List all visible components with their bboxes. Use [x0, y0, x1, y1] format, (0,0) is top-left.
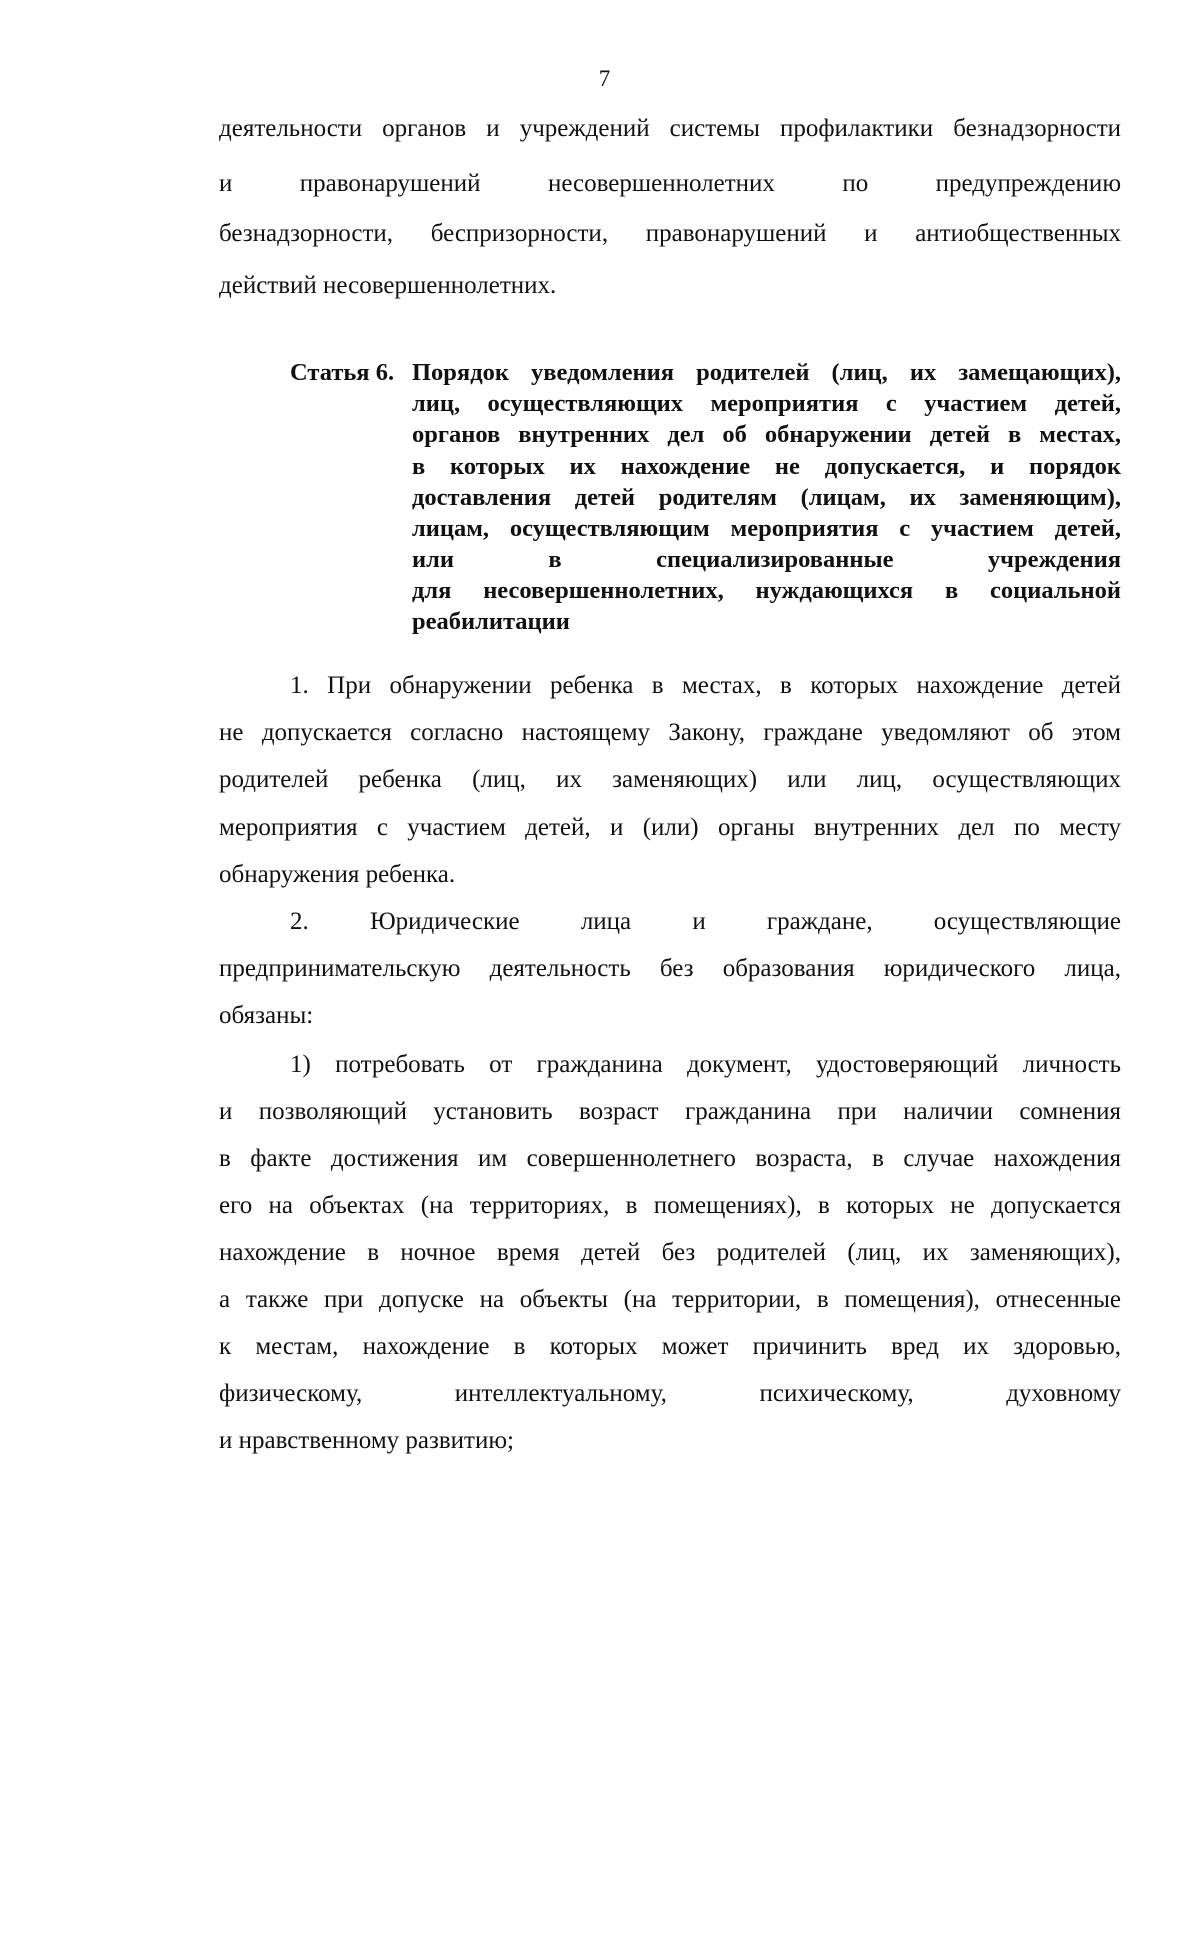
subparagraph-1-line-6: а также при допуске на объекты (на территории, в помещения), отнесенные — [219, 1286, 1121, 1313]
intro-line-3: безнадзорности, беспризорности, правонарушений и антиобщественных — [219, 220, 1121, 247]
paragraph-2-line-1: 2. Юридические лица и граждане, осуществляющие — [290, 908, 1121, 935]
article-title-line-5: доставления детей родителям (лицам, их заменяющим), — [412, 484, 1121, 511]
subparagraph-1-line-8: физическому, интеллектуальному, психическому, духовному — [219, 1380, 1121, 1407]
paragraph-1-line-2: не допускается согласно настоящему Закону, граждане уведомляют об этом — [219, 719, 1121, 746]
article-title-line-7: или в специализированные учреждения — [412, 546, 1121, 573]
subparagraph-1-line-1: 1) потребовать от гражданина документ, удостоверяющий личность — [290, 1051, 1121, 1078]
article-title-line-1: Порядок уведомления родителей (лиц, их замещающих), — [412, 359, 1121, 386]
article-title-line-6: лицам, осуществляющим мероприятия с участием детей, — [412, 515, 1121, 542]
subparagraph-1-line-9: и нравственному развитию; — [219, 1427, 514, 1454]
subparagraph-1-line-2: и позволяющий установить возраст гражданина при наличии сомнения — [219, 1098, 1121, 1125]
paragraph-1-line-5: обнаружения ребенка. — [219, 861, 456, 888]
article-title-line-3: органов внутренних дел об обнаружении детей в местах, — [412, 421, 1121, 448]
intro-line-1: деятельности органов и учреждений системы профилактики безнадзорности — [219, 115, 1121, 142]
article-title-line-2: лиц, осуществляющих мероприятия с участием детей, — [412, 390, 1121, 417]
paragraph-2-line-2: предпринимательскую деятельность без образования юридического лица, — [219, 955, 1121, 982]
page-number: 7 — [598, 66, 611, 91]
intro-line-4: действий несовершеннолетних. — [219, 272, 557, 299]
paragraph-1-line-1: 1. При обнаружении ребенка в местах, в которых нахождение детей — [290, 672, 1121, 699]
subparagraph-1-line-4: его на объектах (на территориях, в помещениях), в которых не допускается — [219, 1192, 1121, 1219]
subparagraph-1-line-5: нахождение в ночное время детей без родителей (лиц, их заменяющих), — [219, 1239, 1121, 1266]
subparagraph-1-line-7: к местам, нахождение в которых может причинить вред их здоровью, — [219, 1333, 1121, 1360]
article-title-line-4: в которых их нахождение не допускается, и порядок — [412, 453, 1121, 480]
article-title-line-8: для несовершеннолетних, нуждающихся в социальной — [412, 577, 1121, 604]
intro-line-2: и правонарушений несовершеннолетних по предупреждению — [219, 170, 1121, 197]
subparagraph-1-line-3: в факте достижения им совершеннолетнего возраста, в случае нахождения — [219, 1145, 1121, 1172]
paragraph-2-line-3: обязаны: — [219, 1002, 314, 1029]
paragraph-1-line-4: мероприятия с участием детей, и (или) органы внутренних дел по месту — [219, 814, 1121, 841]
article-label: Статья 6. — [290, 359, 395, 386]
paragraph-1-line-3: родителей ребенка (лиц, их заменяющих) или лиц, осуществляющих — [219, 766, 1121, 793]
article-title-line-9: реабилитации — [412, 608, 570, 635]
